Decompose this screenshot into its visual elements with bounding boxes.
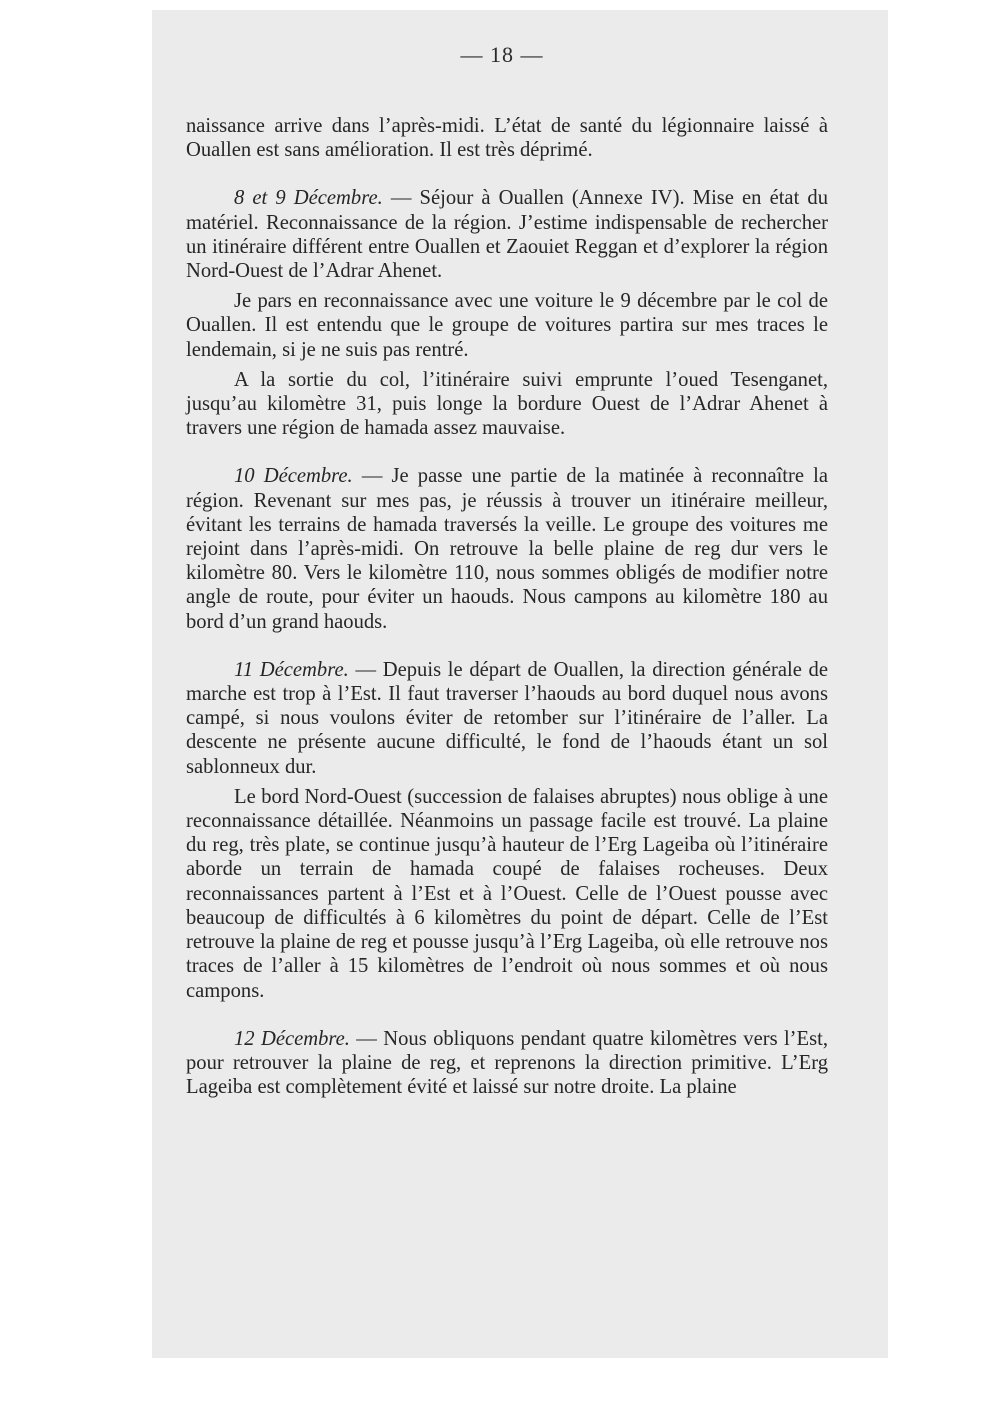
paragraph-dec-8-9	[186, 186, 828, 283]
date-heading: 8 et 9 Décembre.	[234, 187, 383, 210]
paragraph-dec-12	[186, 1027, 828, 1100]
body-text	[186, 114, 828, 1099]
paragraph-text: A la sortie du col, l’itinéraire suivi emprunte l’oued Tesenganet, jusqu’au kilomètre 31, puis longe la bordure Ouest de l’Adrar Ahenet à travers une région de hamada assez mauvaise.	[186, 368, 828, 440]
paragraph-continuation	[186, 114, 828, 162]
paragraph-dec-11	[186, 658, 828, 779]
paragraph-north-west-edge	[186, 785, 828, 1003]
paragraph-dec-10	[186, 464, 828, 633]
paragraph-text: naissance arrive dans l’après-midi. L’état de santé du légionnaire laissé à Ouallen est sans amélioration. Il est très déprimé.	[186, 115, 828, 162]
date-heading: 10 Décembre.	[234, 465, 353, 488]
paragraph-text: — Nous obliquons pendant quatre kilomètres vers l’Est, pour retrouver la plaine de reg, et reprenons la direction primitive. L’Erg Lageiba est complètement évité et laissé sur notre droite. La plaine	[186, 1027, 828, 1099]
paragraph-text: — Je passe une partie de la matinée à reconnaître la région. Revenant sur mes pas, je réussis à trouver un itinéraire meilleur, évitant les terrains de hamada traversés la veille. Le groupe des voitures me rejoint dans l’après-midi. On retrouve la belle plaine de reg dur vers le kilomètre 80. Vers le kilomètre 110, nous sommes obligés de modifier notre angle de route, pour éviter un haouds. Nous campons au kilomètre 180 au bord d’un grand haouds.	[186, 465, 828, 633]
paragraph-text: — Séjour à Ouallen (Annexe IV). Mise en état du matériel. Reconnaissance de la région. J’estime indispensable de rechercher un itinéraire différent entre Ouallen et Zaouiet Reggan et d’explorer la région Nord-Ouest de l’Adrar Ahenet.	[186, 187, 828, 283]
paragraph-text: Je pars en reconnaissance avec une voiture le 9 décembre par le col de Ouallen. Il est entendu que le groupe de voitures partira sur mes traces le lendemain, si je ne suis pas rentré.	[186, 290, 828, 361]
paragraph-reconnaissance	[186, 289, 828, 362]
date-heading: 12 Décembre.	[234, 1027, 350, 1050]
paragraph-col-exit	[186, 368, 828, 441]
date-heading: 11 Décembre.	[234, 658, 349, 681]
paragraph-text: Le bord Nord-Ouest (succession de falaises abruptes) nous oblige à une reconnaissance détaillée. Néanmoins un passage facile est trouvé. La plaine du reg, très plate, se continue jusqu’à hauteur de l’Erg Lageiba où l’itinéraire aborde un terrain de hamada coupé de falaises rocheuses. Deux reconnaissances partent à l’Est et à l’Ouest. Celle de l’Ouest pousse avec beaucoup de difficultés à 6 kilomètres du point de départ. Celle de l’Est retrouve la plaine de reg et pousse jusqu’à l’Erg Lageiba, où elle retrouve nos traces de l’aller à 15 kilomètres de l’endroit où nous sommes et où nous campons.	[186, 785, 828, 1002]
page-number: — 18 —	[460, 42, 544, 67]
paragraph-text: — Depuis le départ de Ouallen, la direction générale de marche est trop à l’Est. Il faut traverser l’haouds au bord duquel nous avons campé, si nous voulons éviter de retomber sur l’itinéraire de l’aller. La descente ne présente aucune difficulté, le fond de l’haouds étant un sol sablonneux dur.	[186, 658, 828, 778]
